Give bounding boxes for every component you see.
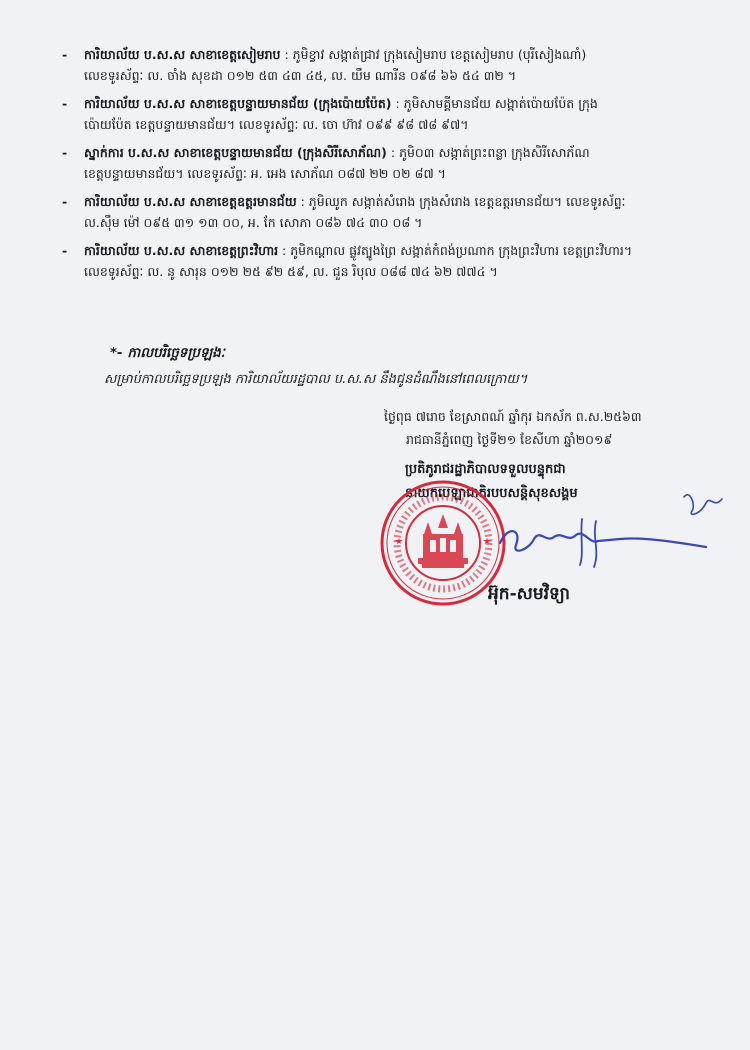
office-item: - ការិយាល័យ ប.ស.ស សាខាខេត្តសៀមរាប : ភូមិខ្វាវ សង្កាត់ជ្រាវ ក្រុងសៀមរាប ខេត្តសៀមរាប (បុរីសៀងណាំ) លេខទូរស័ព្ទៈ ល. ចាំង សុខដា ០១២ ៥៣ ៤៣ ៤៥, ល. យឹម ណារីន ០៩៨ ៦៦ ៥៤ ៣២ ។ xyxy=(62,44,702,86)
authority-title-line1: ប្រតិភូរាជរដ្ឋាភិបាលទទួលបន្ទុកជា xyxy=(405,462,566,477)
office-item: - ការិយាល័យ ប.ស.ស សាខាខេត្តព្រះវិហារ : ភូមិកណ្តាល ផ្លូវត្បូងព្រៃ សង្កាត់កំពង់ប្រណាក ក្រុងព្រះវិហារ ខេត្តព្រះវិហារ។ លេខទូរស័ព្ទៈ ល. នូ សារុន ០១២ ២៥ ៩២ ៥៩, ល. ជួន រិបុល ០៨៨ ៧៤ ៦២ ៧៧៤ ។ xyxy=(62,240,702,282)
office-contact: ខេត្តបន្ទាយមានជ័យ។ លេខទូរស័ព្ទៈ អ. អេង សោភ័ណ ០៨៧ ២២ ០២ ៨៧ ។ xyxy=(84,166,446,181)
office-item: - ការិយាល័យ ប.ស.ស សាខាខេត្តបន្ទាយមានជ័យ (ក្រុងប៉ោយប៉ែត) : ភូមិសាមគ្គីមានជ័យ សង្កាត់ប៉ោយប៉ែត ក្រុង ប៉ោយប៉ែត ខេត្តបន្ទាយមានជ័យ។ លេខទូរស័ព្ទៈ ល. ចោ ហ៊ាវ ០៩៩ ៩៨ ៧៨ ៩៧។ xyxy=(62,93,702,135)
exam-date-note: សម្រាប់កាលបរិច្ឆេទប្រឡង ការិយាល័យរដ្ឋបាល ប.ស.ស នឹងជូនដំណឹងនៅពេលក្រោយ។ xyxy=(104,372,528,387)
office-contact: លេខទូរស័ព្ទៈ ល. នូ សារុន ០១២ ២៥ ៩២ ៥៩, ល. ជួន រិបុល ០៨៨ ៧៤ ៦២ ៧៧៤ ។ xyxy=(84,264,498,279)
exam-date-heading: *- កាលបរិច្ឆេទប្រឡងៈ xyxy=(110,345,225,361)
office-item: - ការិយាល័យ ប.ស.ស សាខាខេត្តឧត្តរមានជ័យ : ភូមិឈូក សង្កាត់សំរោង ក្រុងសំរោង ខេត្តឧត្តរមានជ័យ។ លេខទូរស័ព្ទៈ ល.ស៊ឹម ម៉ៅ ០៩៥ ៣១ ១៣ ០០, អ. កែ សោភា ០៨៦ ៧៤ ៣០ ០៨ ។ xyxy=(62,191,702,233)
date-block xyxy=(384,405,704,451)
office-name: ការិយាល័យ ប.ស.ស សាខាខេត្តសៀមរាប xyxy=(84,47,281,62)
office-list xyxy=(62,44,702,289)
office-address: : ភូមិខ្វាវ សង្កាត់ជ្រាវ ក្រុងសៀមរាប ខេត្តសៀមរាប (បុរីសៀងណាំ) xyxy=(280,47,587,62)
signer-name: អ៊ុក-សមវិទ្យា xyxy=(488,584,571,604)
office-contact: ប៉ោយប៉ែត ខេត្តបន្ទាយមានជ័យ។ លេខទូរស័ព្ទៈ ល. ចោ ហ៊ាវ ០៩៩ ៩៨ ៧៨ ៩៧។ xyxy=(84,117,469,132)
office-name: ការិយាល័យ ប.ស.ស សាខាខេត្តឧត្តរមានជ័យ xyxy=(84,194,297,209)
office-contact: លេខទូរស័ព្ទៈ ល. ចាំង សុខដា ០១២ ៥៣ ៤៣ ៤៥, ល. យឹម ណារីន ០៩៨ ៦៦ ៥៤ ៣២ ។ xyxy=(84,68,517,83)
solar-date: រាជធានីភ្នំពេញ ថ្ងៃទី២១ ខែសីហា ឆ្នាំ២០១៩ xyxy=(406,432,613,447)
office-address: : ភូមិឈូក សង្កាត់សំរោង ក្រុងសំរោង ខេត្តឧត្តរមានជ័យ។ លេខទូរស័ព្ទៈ xyxy=(296,194,626,209)
office-name: ស្នាក់ការ ប.ស.ស សាខាខេត្តបន្ទាយមានជ័យ (ក្រុងសិរីសោភ័ណ) xyxy=(84,145,387,160)
office-item: - ស្នាក់ការ ប.ស.ស សាខាខេត្តបន្ទាយមានជ័យ (ក្រុងសិរីសោភ័ណ) : ភូមិ០៣ សង្កាត់ព្រះពន្លា ក្រុងសិរីសោភ័ណ ខេត្តបន្ទាយមានជ័យ។ លេខទូរស័ព្ទៈ អ. អេង សោភ័ណ ០៨៧ ២២ ០២ ៨៧ ។ xyxy=(62,142,702,184)
lunar-date: ថ្ងៃពុធ ៧រោច ខែស្រាពណ៍ ឆ្នាំកុរ ឯកស័ក ព.ស.២៥៦៣ xyxy=(384,409,642,424)
office-name: ការិយាល័យ ប.ស.ស សាខាខេត្តបន្ទាយមានជ័យ (ក្រុងប៉ោយប៉ែត) xyxy=(84,96,392,111)
office-contact: ល.ស៊ឹម ម៉ៅ ០៩៥ ៣១ ១៣ ០០, អ. កែ សោភា ០៨៦ ៧៤ ៣០ ០៨ ។ xyxy=(84,215,423,230)
office-address: : ភូមិសាមគ្គីមានជ័យ សង្កាត់ប៉ោយប៉ែត ក្រុង xyxy=(391,96,598,111)
authority-title-line2: នាយកបេឡាជាតិរបបសន្តិសុខសង្គម xyxy=(405,486,578,501)
office-name: ការិយាល័យ ប.ស.ស សាខាខេត្តព្រះវិហារ xyxy=(84,243,279,258)
signature-icon xyxy=(470,485,740,585)
office-address: : ភូមិ០៣ សង្កាត់ព្រះពន្លា ក្រុងសិរីសោភ័ណ xyxy=(386,145,590,160)
office-address: : ភូមិកណ្តាល ផ្លូវត្បូងព្រៃ សង្កាត់កំពង់ប្រណាក ក្រុងព្រះវិហារ ខេត្តព្រះវិហារ។ xyxy=(278,243,633,258)
